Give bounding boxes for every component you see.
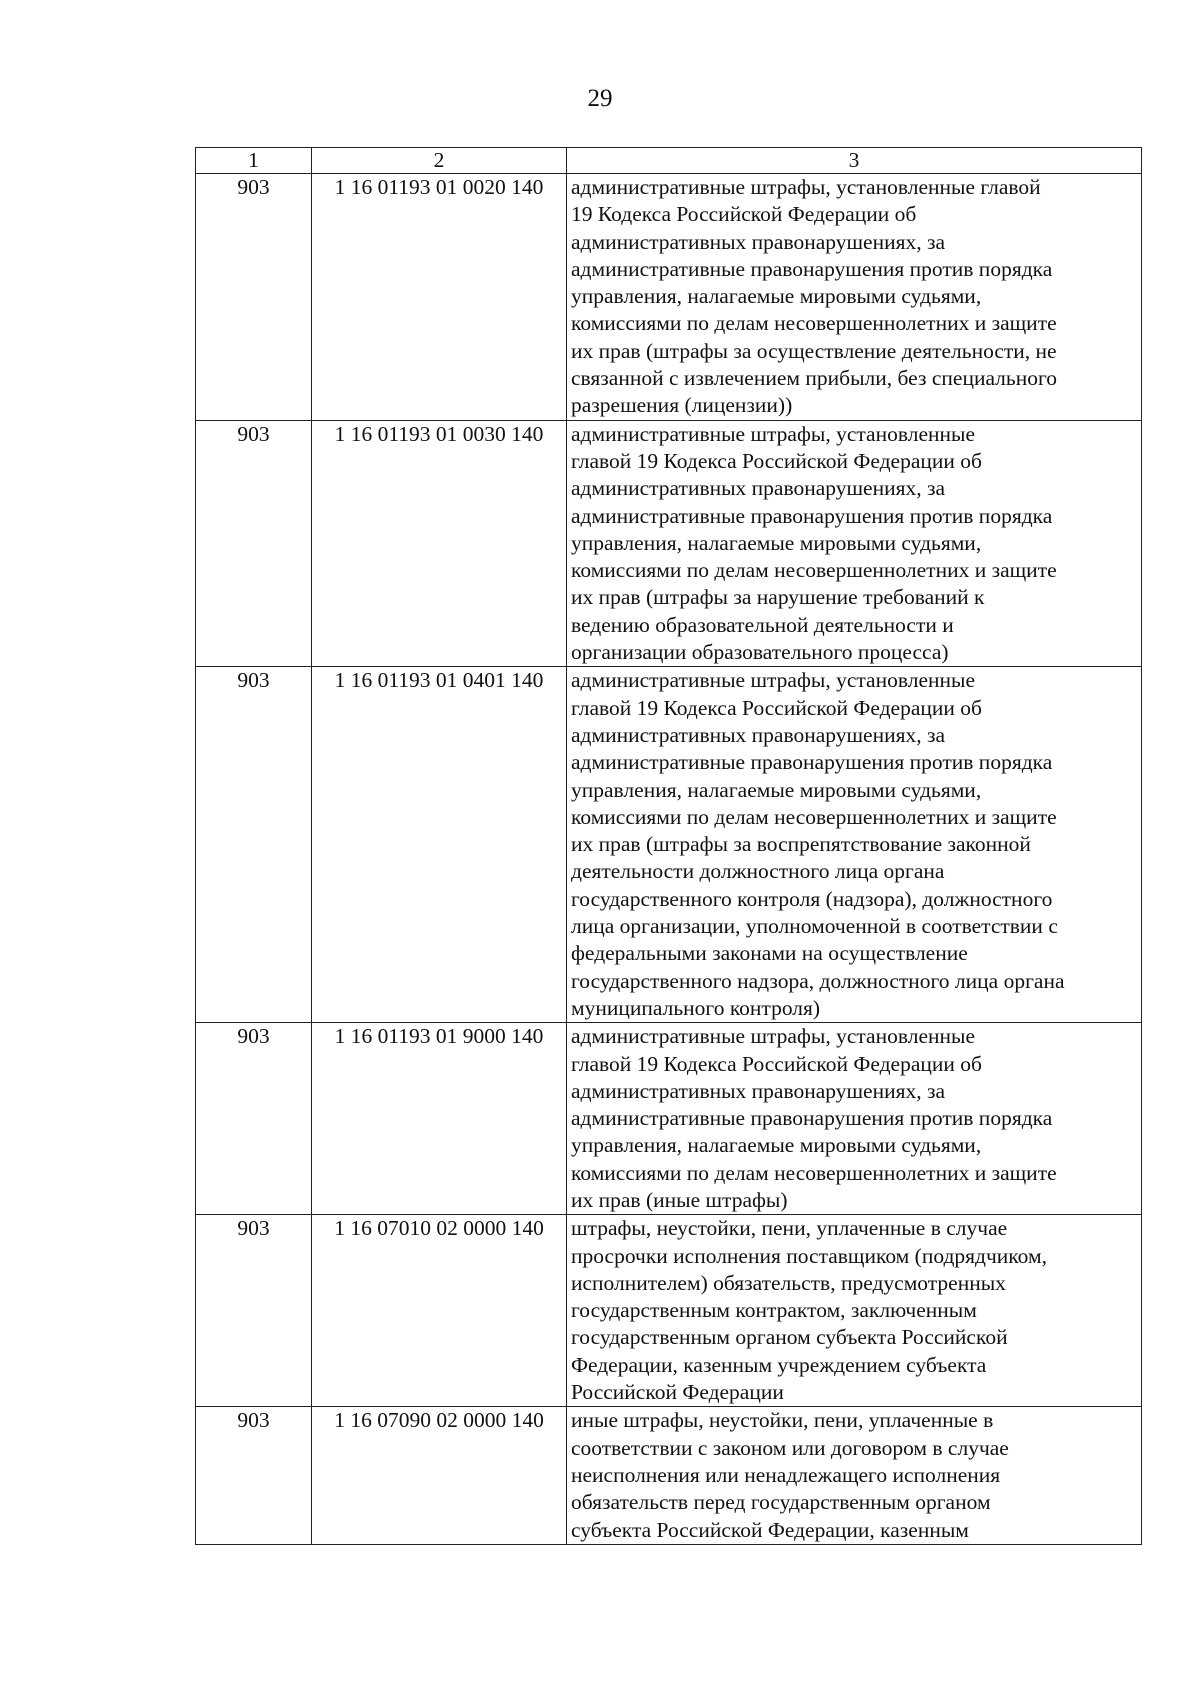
description-line: 19 Кодекса Российской Федерации об (571, 202, 917, 227)
header-col-2: 2 (312, 148, 567, 174)
admin-code-cell: 903 (196, 174, 312, 421)
description-line: государственным контрактом, заключенным (571, 1298, 977, 1323)
revenue-code-cell: 1 16 01193 01 0401 140 (312, 667, 567, 1023)
table-row (196, 1023, 1142, 1215)
description-cell (567, 1215, 1142, 1407)
description-line: комиссиями по делам несовершеннолетних и защите (571, 1160, 1057, 1185)
description-line: муниципального контроля) (571, 995, 821, 1020)
table-row (196, 420, 1142, 667)
description-line: управления, налагаемые мировыми судьями, (571, 777, 982, 802)
admin-code-cell: 903 (196, 1407, 312, 1544)
description-line: административных правонарушениях, за (571, 229, 946, 254)
description-line: разрешения (лицензии)) (571, 393, 793, 418)
description-line: их прав (штрафы за нарушение требований к (571, 585, 985, 610)
revenue-code-cell: 1 16 01193 01 9000 140 (312, 1023, 567, 1215)
header-col-3: 3 (567, 148, 1142, 174)
revenue-code-cell: 1 16 07010 02 0000 140 (312, 1215, 567, 1407)
description-line: административные штрафы, установленные (571, 421, 975, 446)
description-line: лица организации, уполномоченной в соответствии с (571, 914, 1058, 939)
description-line: исполнителем) обязательств, предусмотренных (571, 1270, 1006, 1295)
description-line: управления, налагаемые мировыми судьями, (571, 1133, 982, 1158)
description-line: их прав (штрафы за осуществление деятельности, не (571, 338, 1057, 363)
revenue-code-cell: 1 16 07090 02 0000 140 (312, 1407, 567, 1544)
description-line: административные правонарушения против порядка (571, 256, 1053, 281)
description-line: административные правонарушения против порядка (571, 503, 1053, 528)
description-line: ведению образовательной деятельности и (571, 612, 954, 637)
description-line: главой 19 Кодекса Российской Федерации об (571, 448, 982, 473)
revenue-code-cell: 1 16 01193 01 0020 140 (312, 174, 567, 421)
table-row (196, 1407, 1142, 1544)
description-line: административных правонарушениях, за (571, 722, 946, 747)
description-line: управления, налагаемые мировыми судьями, (571, 530, 982, 555)
description-line: государственным органом субъекта Российской (571, 1325, 1008, 1350)
description-cell (567, 667, 1142, 1023)
revenue-codes-table (195, 147, 1142, 1545)
description-line: организации образовательного процесса) (571, 640, 949, 665)
description-line: субъекта Российской Федерации, казенным (571, 1517, 969, 1542)
admin-code-cell: 903 (196, 1023, 312, 1215)
table-row (196, 1215, 1142, 1407)
description-line: главой 19 Кодекса Российской Федерации об (571, 1051, 982, 1076)
description-line: государственного надзора, должностного лица органа (571, 968, 1065, 993)
table-header-row (196, 148, 1142, 174)
admin-code-cell: 903 (196, 1215, 312, 1407)
description-line: административные штрафы, установленные главой (571, 175, 1041, 199)
description-cell (567, 174, 1142, 421)
description-line: административные правонарушения против порядка (571, 1106, 1053, 1131)
page-number: 29 (587, 85, 613, 112)
description-line: административные штрафы, установленные (571, 668, 975, 693)
table-row (196, 667, 1142, 1023)
description-line: неисполнения или ненадлежащего исполнения (571, 1462, 1001, 1487)
description-line: Федерации, казенным учреждением субъекта (571, 1352, 987, 1377)
header-col-1: 1 (196, 148, 312, 174)
description-line: комиссиями по делам несовершеннолетних и защите (571, 558, 1057, 583)
description-cell (567, 420, 1142, 667)
description-line: Российской Федерации (571, 1380, 784, 1405)
description-cell (567, 1023, 1142, 1215)
description-line: управления, налагаемые мировыми судьями, (571, 284, 982, 309)
description-line: их прав (штрафы за воспрепятствование законной (571, 832, 1031, 857)
description-cell (567, 1407, 1142, 1544)
description-line: их прав (иные штрафы) (571, 1187, 788, 1212)
description-line: обязательств перед государственным органом (571, 1490, 991, 1515)
admin-code-cell: 903 (196, 420, 312, 667)
description-line: просрочки исполнения поставщиком (подрядчиком, (571, 1243, 1047, 1268)
description-line: деятельности должностного лица органа (571, 859, 945, 884)
description-line: административных правонарушениях, за (571, 1078, 946, 1103)
description-line: федеральными законами на осуществление (571, 941, 968, 966)
description-line: комиссиями по делам несовершеннолетних и защите (571, 804, 1057, 829)
description-line: штрафы, неустойки, пени, уплаченные в случае (571, 1216, 1008, 1241)
description-line: административные штрафы, установленные (571, 1024, 975, 1049)
description-line: административные правонарушения против порядка (571, 750, 1053, 775)
description-line: связанной с извлечением прибыли, без специального (571, 366, 1058, 391)
description-line: административных правонарушениях, за (571, 476, 946, 501)
description-line: соответствии с законом или договором в случае (571, 1435, 1009, 1460)
revenue-code-cell: 1 16 01193 01 0030 140 (312, 420, 567, 667)
description-line: главой 19 Кодекса Российской Федерации об (571, 695, 982, 720)
description-line: иные штрафы, неустойки, пени, уплаченные в (571, 1408, 994, 1433)
admin-code-cell: 903 (196, 667, 312, 1023)
table-row (196, 174, 1142, 421)
description-line: государственного контроля (надзора), должностного (571, 886, 1053, 911)
description-line: комиссиями по делам несовершеннолетних и защите (571, 311, 1057, 336)
